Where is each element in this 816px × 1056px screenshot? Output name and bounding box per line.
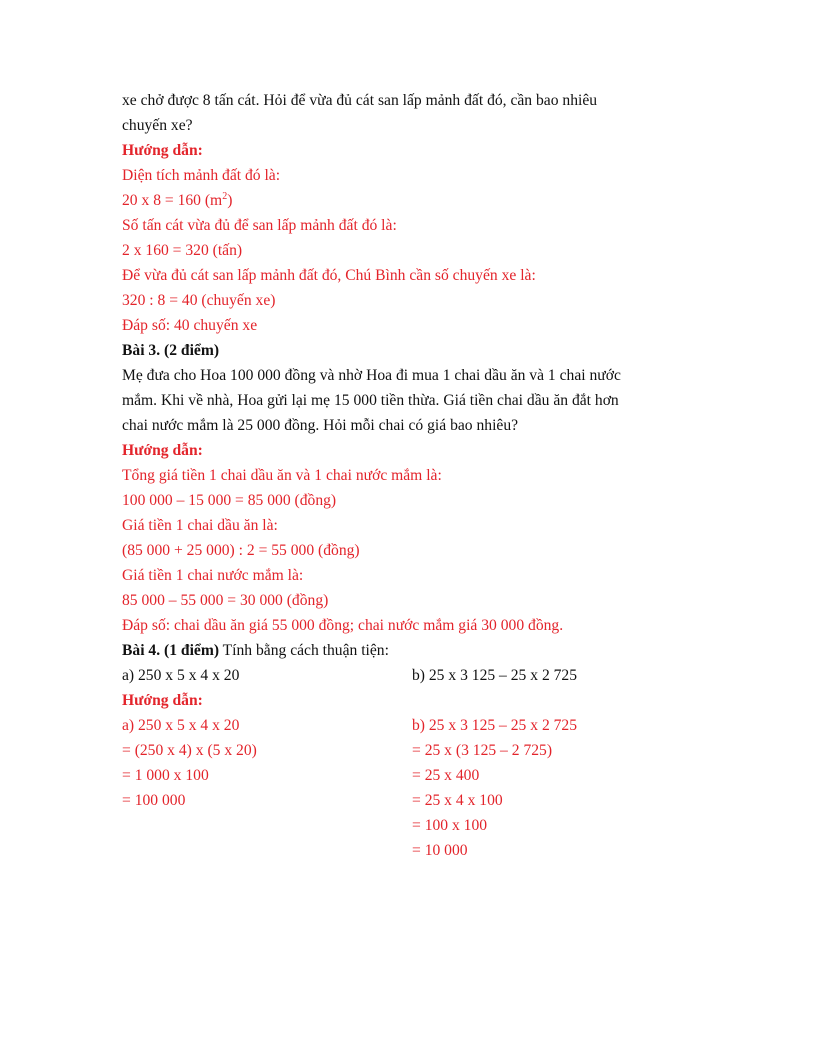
unit-close: ) [227,192,233,209]
step-line: b) 25 x 3 125 – 25 x 2 725 [412,717,578,734]
solution-column-a [122,713,412,863]
solution-line: Giá tiền 1 chai dầu ăn là: [122,517,278,534]
problem-text: chuyến xe? [122,117,193,134]
solution-columns [122,713,722,863]
answer-line: Đáp số: 40 chuyến xe [122,317,258,334]
step-line: = 100 000 [122,792,186,809]
solution-line: 2 x 160 = 320 (tấn) [122,242,243,259]
worksheet-page [122,88,722,863]
answer-line: Đáp số: chai dầu ăn giá 55 000 đồng; chai nước mắm giá 30 000 đồng. [122,617,564,634]
solution-line [122,188,722,213]
solution-line: 85 000 – 55 000 = 30 000 (đồng) [122,592,329,609]
exercise-title: Bài 3. (2 điểm) [122,342,220,359]
step-line: = 100 x 100 [412,817,488,834]
solution-line: Để vừa đủ cát san lấp mảnh đất đó, Chú Bình cần số chuyến xe là: [122,267,536,284]
unit-exponent: 2 [222,190,228,202]
solution-line: Giá tiền 1 chai nước mắm là: [122,567,304,584]
problem-text: xe chở được 8 tấn cát. Hỏi để vừa đủ cát san lấp mảnh đất đó, cần bao nhiêu [122,92,598,109]
step-line: = 25 x (3 125 – 2 725) [412,742,553,759]
problem-text: Mẹ đưa cho Hoa 100 000 đồng và nhờ Hoa đi mua 1 chai dầu ăn và 1 chai nước [122,367,621,384]
exercise-prompt: Tính bằng cách thuận tiện: [219,642,389,659]
solution-line: (85 000 + 25 000) : 2 = 55 000 (đồng) [122,542,360,559]
guide-label: Hướng dẫn: [122,442,203,459]
problem-text: mắm. Khi về nhà, Hoa gửi lại mẹ 15 000 tiền thừa. Giá tiền chai dầu ăn đắt hơn [122,392,619,409]
solution-line: 100 000 – 15 000 = 85 000 (đồng) [122,492,337,509]
exercise-header [122,638,722,663]
problem-text: chai nước mắm là 25 000 đồng. Hỏi mỗi chai có giá bao nhiêu? [122,417,519,434]
guide-label: Hướng dẫn: [122,692,203,709]
step-line: = 1 000 x 100 [122,767,209,784]
solution-line: Số tấn cát vừa đủ để san lấp mảnh đất đó là: [122,217,397,234]
exercise-parts [122,663,722,688]
solution-line: Tổng giá tiền 1 chai dầu ăn và 1 chai nước mắm là: [122,467,442,484]
solution-line: Diện tích mảnh đất đó là: [122,167,281,184]
step-line: = (250 x 4) x (5 x 20) [122,742,257,759]
solution-column-b [412,713,712,863]
guide-label: Hướng dẫn: [122,142,203,159]
part-a: a) 250 x 5 x 4 x 20 [122,667,240,684]
solution-line: 320 : 8 = 40 (chuyến xe) [122,292,276,309]
step-line: = 10 000 [412,842,468,859]
area-calc: 20 x 8 = 160 (m [122,192,223,209]
step-line: = 25 x 400 [412,767,480,784]
step-line: a) 250 x 5 x 4 x 20 [122,717,240,734]
part-b: b) 25 x 3 125 – 25 x 2 725 [412,667,578,684]
step-line: = 25 x 4 x 100 [412,792,503,809]
exercise-title: Bài 4. (1 điểm) [122,642,220,659]
